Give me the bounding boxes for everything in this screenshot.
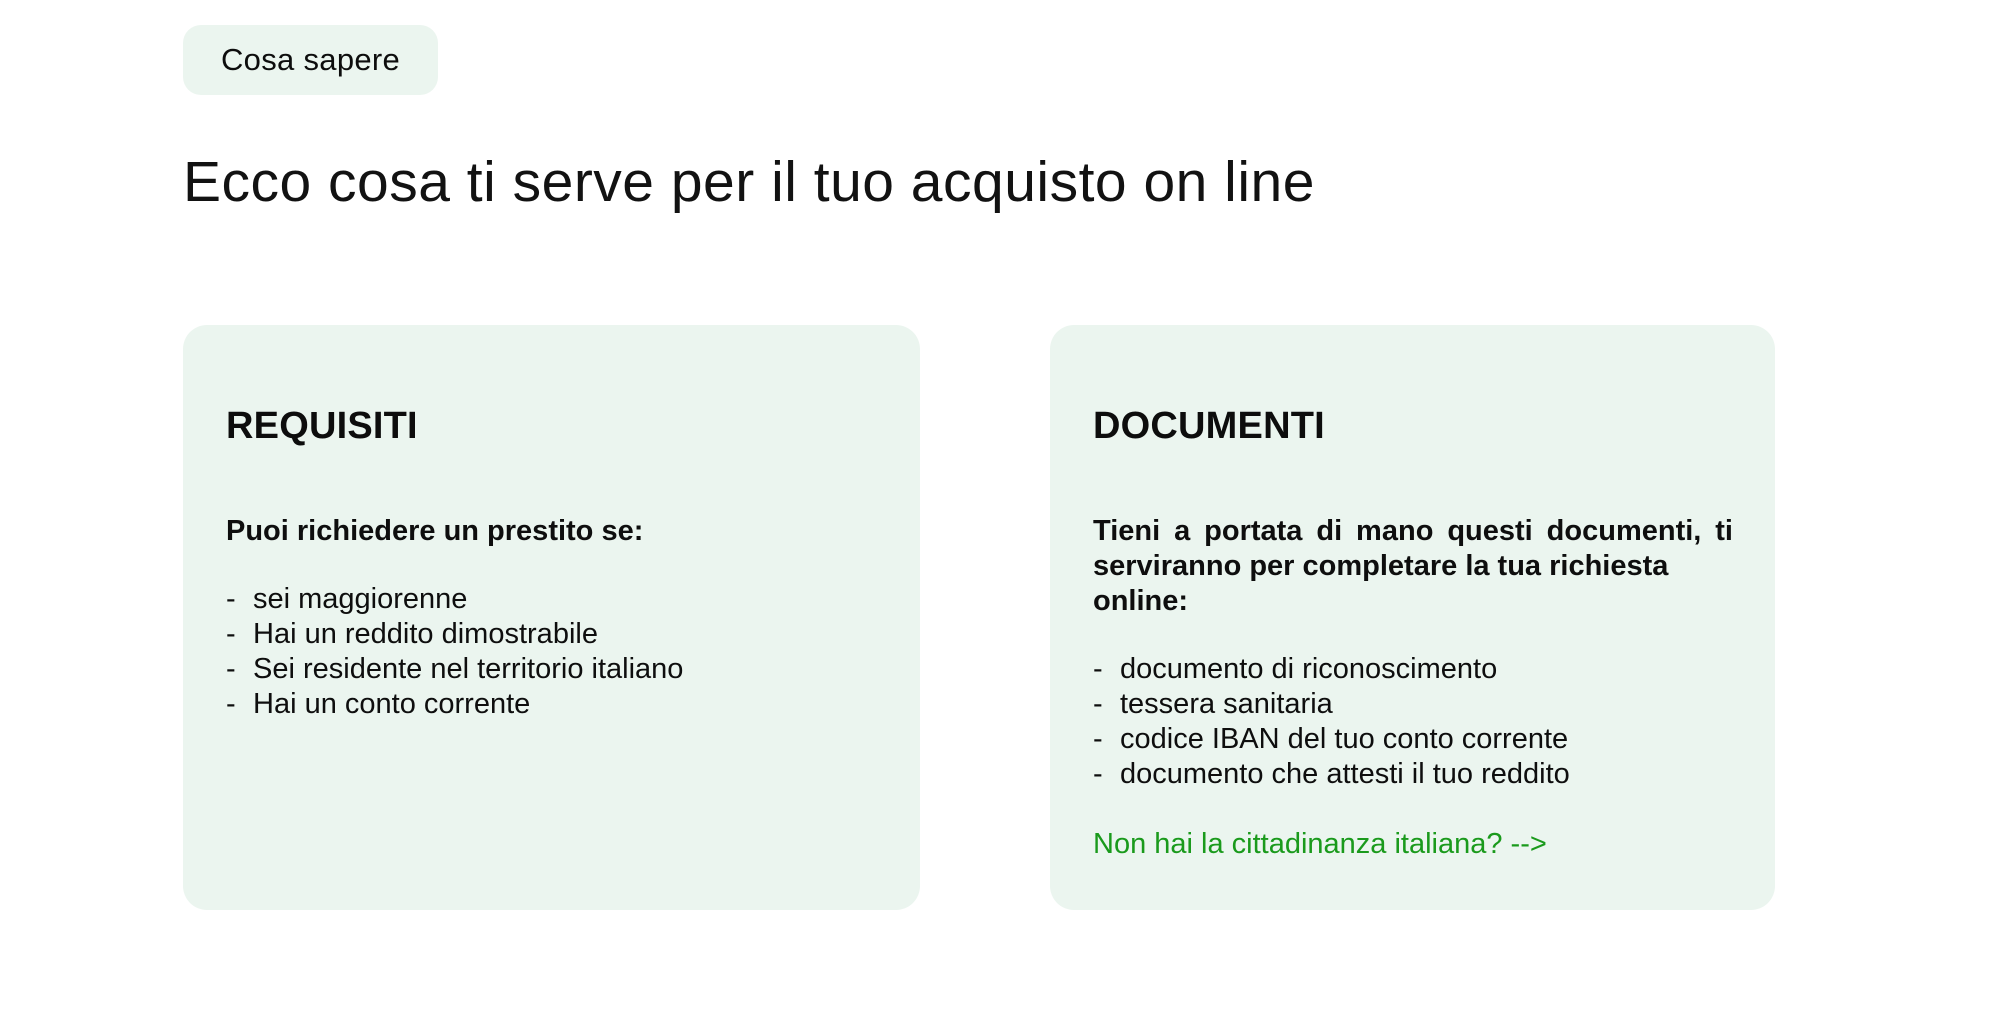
list-item-text: documento che attesti il tuo reddito [1120,757,1570,790]
list-item-text: tessera sanitaria [1120,687,1333,720]
dash-marker: - [226,617,236,650]
cards-row [183,325,2007,910]
list-item [226,687,878,722]
list-item-text: sei maggiorenne [253,582,468,615]
requisiti-card-title: REQUISITI [226,404,418,447]
list-item-text: documento di riconoscimento [1120,652,1498,685]
dash-marker: - [1093,687,1103,720]
requisiti-intro: Puoi richiedere un prestito se: [226,514,644,547]
list-item-text: Hai un conto corrente [253,687,531,720]
list-item [1093,687,1733,722]
list-item-text: codice IBAN del tuo conto corrente [1120,722,1569,755]
requisiti-list [226,582,878,722]
dash-marker: - [1093,722,1103,755]
list-item-text: Sei residente nel territorio italiano [253,652,684,685]
dash-marker: - [1093,757,1103,790]
documenti-list [1093,652,1733,792]
documenti-intro [1093,514,1733,619]
documenti-card-title: DOCUMENTI [1093,404,1325,447]
dash-marker: - [226,652,236,685]
list-item-text: Hai un reddito dimostrabile [253,617,598,650]
dash-marker: - [1093,652,1103,685]
documenti-intro-line: Tieni a portata di mano questi documenti, ti [1093,514,1733,547]
list-item [1093,722,1733,757]
list-item [1093,652,1733,687]
cittadinanza-link[interactable]: Non hai la cittadinanza italiana? --> [1093,827,1547,860]
list-item [226,652,878,687]
documenti-card [1050,325,1775,910]
cosa-sapere-badge: Cosa sapere [183,25,438,95]
list-item [226,582,878,617]
list-item [226,617,878,652]
list-item [1093,757,1733,792]
page-title: Ecco cosa ti serve per il tuo acquisto on line [183,150,1315,214]
dash-marker: - [226,687,236,720]
dash-marker: - [226,582,236,615]
documenti-intro-line: serviranno per completare la tua richiesta online: [1093,549,1669,617]
requisiti-card [183,325,920,910]
